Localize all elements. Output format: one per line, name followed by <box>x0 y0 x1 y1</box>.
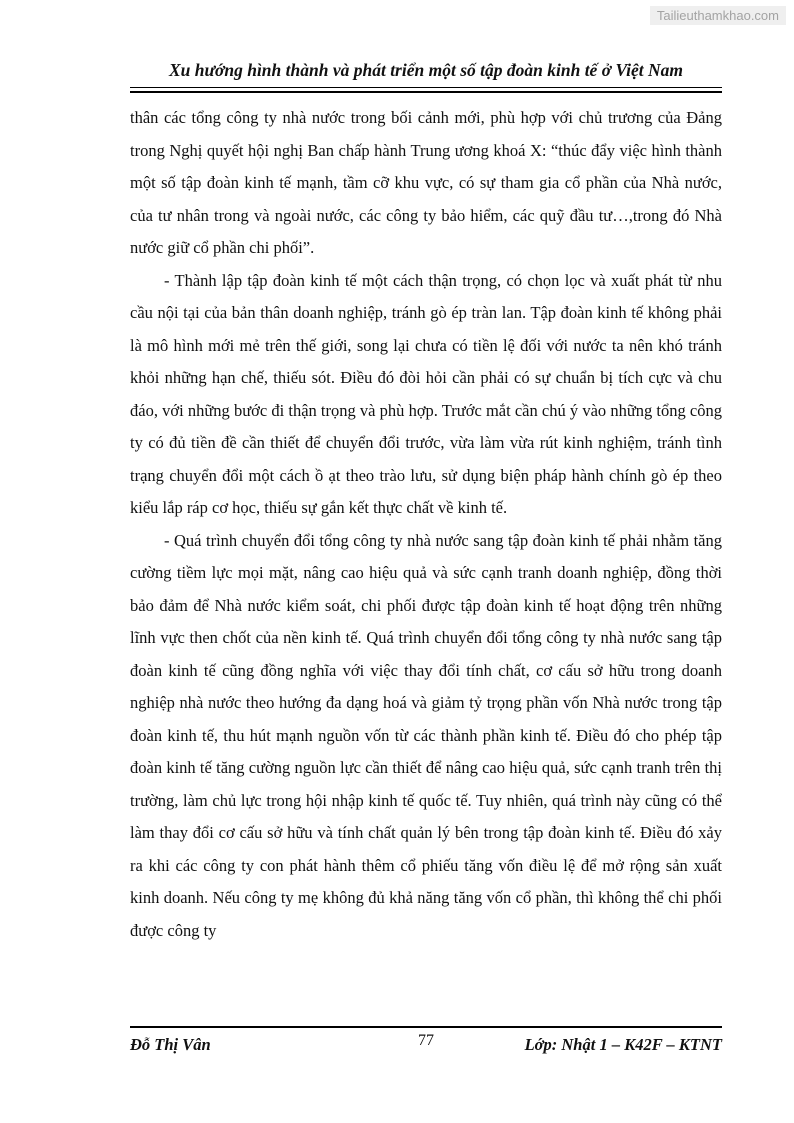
paragraph: thân các tổng công ty nhà nước trong bối cảnh mới, phù hợp với chủ trương của Đảng trong Nghị quyết hội nghị Ban chấp hành Trung ương khoá X: “thúc đẩy việc hình thành một số tập đoàn kinh tế mạnh, tầm cỡ khu vực, có sự tham gia cổ phần của Nhà nước, của tư nhân trong và ngoài nước, các công ty bảo hiểm, các quỹ đầu tư…,trong đó Nhà nước giữ cổ phần chi phối”. <box>130 108 722 257</box>
footer-page-number: 77 <box>418 1032 434 1049</box>
page-header-title: Xu hướng hình thành và phát triển một số tập đoàn kinh tế ở Việt Nam <box>168 60 684 80</box>
page-content <box>130 58 722 947</box>
footer-class-info: Lớp: Nhật 1 – K42F – KTNT <box>524 1035 722 1054</box>
page-footer <box>130 1026 722 1055</box>
body-text <box>130 102 722 947</box>
paragraph: - Thành lập tập đoàn kinh tế một cách thận trọng, có chọn lọc và xuất phát từ nhu cầu nội tại của bản thân doanh nghiệp, tránh gò ép tràn lan. Tập đoàn kinh tế không phải là mô hình mới mẻ trên thế giới, song lại chưa có tiền lệ đối với nước ta nên khó tránh khỏi những hạn chế, thiếu sót. Điều đó đòi hỏi cần phải có sự chuẩn bị tích cực và chu đáo, với những bước đi thận trọng và phù hợp. Trước mắt cần chú ý vào những tổng công ty có đủ tiền đề cần thiết để chuyển đổi trước, vừa làm vừa rút kinh nghiệm, tránh tình trạng chuyển đổi một cách ồ ạt theo trào lưu, sử dụng biện pháp hành chính gò ép theo kiểu lắp ráp cơ học, thiếu sự gắn kết thực chất về kinh tế. <box>130 270 722 517</box>
header-rule <box>130 87 722 93</box>
paragraph: - Quá trình chuyển đổi tổng công ty nhà nước sang tập đoàn kinh tế phải nhằm tăng cường tiềm lực mọi mặt, nâng cao hiệu quả và sức cạnh tranh doanh nghiệp, đồng thời bảo đảm để Nhà nước kiểm soát, chi phối được tập đoàn kinh tế hoạt động trên những lĩnh vực then chốt của nền kinh tế. Quá trình chuyển đổi tổng công ty nhà nước sang tập đoàn kinh tế cũng đồng nghĩa với việc thay đổi tính chất, cơ cấu sở hữu trong doanh nghiệp nhà nước theo hướng đa dạng hoá và giảm tỷ trọng phần vốn Nhà nước trong tập đoàn kinh tế, thu hút mạnh nguồn vốn từ các thành phần kinh tế. Điều đó cho phép tập đoàn kinh tế tăng cường nguồn lực cần thiết để nâng cao hiệu quả, sức cạnh tranh trên thị trường, làm chủ lực trong hội nhập kinh tế quốc tế. Tuy nhiên, quá trình này cũng có thể làm thay đổi cơ cấu sở hữu và tính chất quản lý bên trong tập đoàn kinh tế. Điều đó xảy ra khi các công ty con phát hành thêm cổ phiếu tăng vốn điều lệ để mở rộng sản xuất kinh doanh. Nếu công ty mẹ không đủ khả năng tăng vốn cổ phần, thì không thể chi phối được công ty <box>130 530 722 940</box>
watermark: Tailieuthamkhao.com <box>650 6 786 25</box>
footer-author: Đỗ Thị Vân <box>130 1035 211 1054</box>
